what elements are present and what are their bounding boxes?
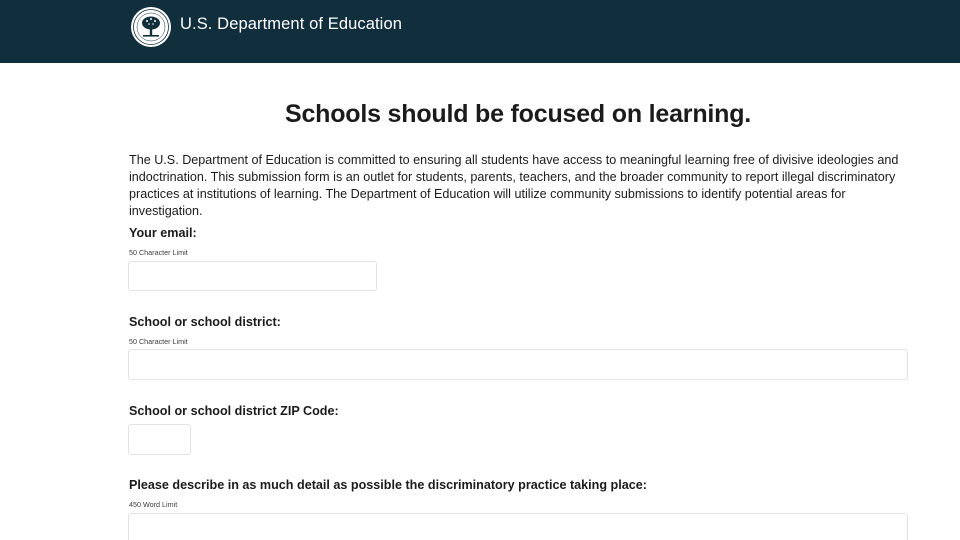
description-label: Please describe in as much detail as possible the discriminatory practice taking place: xyxy=(129,478,647,492)
email-field[interactable] xyxy=(128,261,377,291)
description-textarea[interactable] xyxy=(128,513,908,540)
agency-name[interactable]: U.S. Department of Education xyxy=(180,15,402,33)
zip-label: School or school district ZIP Code: xyxy=(129,404,339,418)
email-label: Your email: xyxy=(129,226,197,240)
school-field[interactable] xyxy=(128,349,908,380)
description-limit-hint: 450 Word Limit xyxy=(129,500,178,509)
department-seal-icon[interactable] xyxy=(130,6,172,48)
site-header xyxy=(0,0,960,63)
intro-paragraph: The U.S. Department of Education is committed to ensuring all students have access to meaningful learning free of divisive ideologies and indoctrination. This submission form is an outlet for students, parents, teachers, and the broader community to report illegal discriminatory practices at institutions of learning. The Department of Education will utilize community submissions to identify potential areas for investigation. xyxy=(129,153,899,218)
school-limit-hint: 50 Character Limit xyxy=(129,337,188,346)
zip-field[interactable] xyxy=(128,424,191,455)
page-title: Schools should be focused on learning. xyxy=(284,100,752,128)
school-label: School or school district: xyxy=(129,315,281,329)
email-limit-hint: 50 Character Limit xyxy=(129,248,188,257)
